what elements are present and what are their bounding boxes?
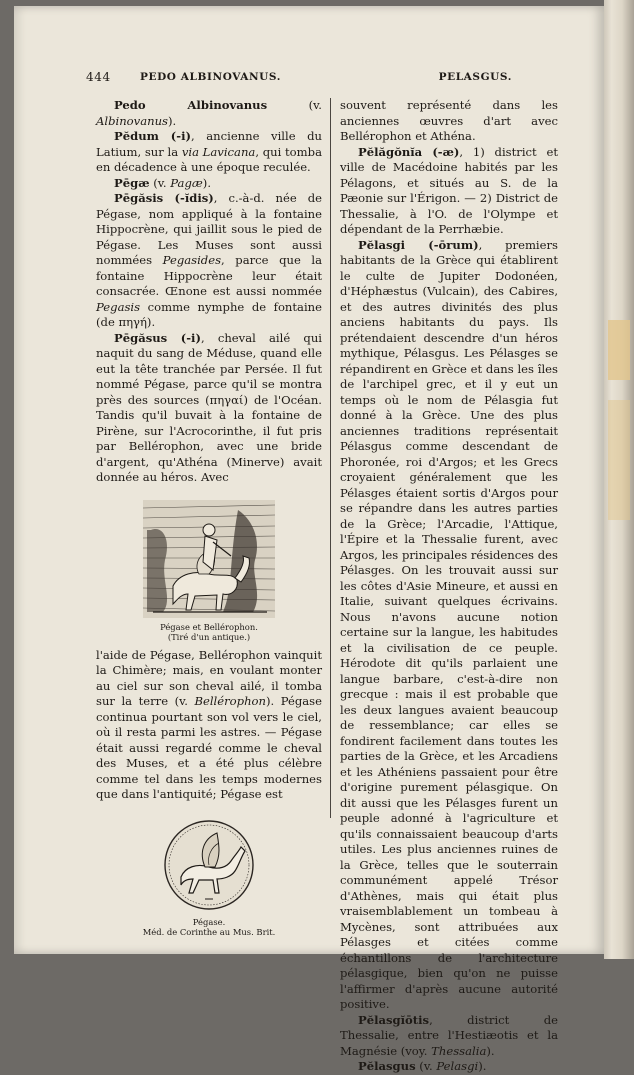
header-left-title: PEDO ALBINOVANUS. xyxy=(140,71,281,83)
headword: Pĕlasgĭōtis xyxy=(358,1012,430,1027)
entry-pelasgi: Pĕlasgi (-ōrum), premiers habitants de la Grèce qui établirent le culte de Jupiter Dodonéen, d'Héphæstus (Vulcain), des Cabires, et des autres divinités des plus anciens habitants du pays. Ils prétendaient descendre d'un héros mythique, Pélasgus. Les Pélasges se répandirent en Grèce et dans les îles de l'archipel grec, et il y eut un temps où le nom de Pélasgia fut donné à la Grèce. Une des plus anciennes traditions représentait Pélasgus comme descendant de Phoronée, roi d'Argos; et les Grecs croyaient généralement que les Pélasges étaient sortis d'Argos pour se répandre dans les autres parties de la Grèce; l'Arcadie, l'Attique, l'Épire et la Thessalie furent, avec Argos, les principales résidences des Pélasges. On les trouvait aussi sur les côtes d'Asie Mineure, et aussi en Italie, suivant quelques écrivains. Nous n'avons aucune notion certaine sur la langue, les habitudes et la civilisation de ce peuple. Hérodote dit qu'ils parlaient une langue barbare, c'est-à-dire non grecque : mais il est probable que les deux langues avaient beaucoup de ressemblance; car elles se fondirent facilement dans toutes les parties de la Grèce, et les Arcadiens et les Athéniens passaient pour être d'origine purement pélasgique. On dit aussi que les Pélasges furent un peuple adonné à l'agriculture et qu'ils connaissaient beaucoup d'arts utiles. Les plus anciennes ruines de la Grèce, telles que le souterrain communément appelé Trésor d'Athènes, mais qui était plus vraisemblablement un tombeau à Mycènes, sont attribuées aux Pélasges et citées comme échantillons de l'architecture pélasgique, bien qu'on ne puisse l'affirmer d'après aucune autorité positive. xyxy=(340,237,558,1011)
entry-pegae: Pēgæ (v. Pagæ). xyxy=(114,175,212,190)
page-number: 444 xyxy=(86,70,111,84)
header-right-title: PELASGUS. xyxy=(438,71,512,83)
headword: Pĕlăgŏnĭa (-æ) xyxy=(358,144,460,159)
continuation-text: souvent représenté dans les anciennes œuvres d'art avec Bellérophon et Athéna. xyxy=(340,98,558,143)
entry-pegasus: Pēgăsus (-i), cheval ailé qui naquit du sang de Méduse, quand elle eut la tête tranchée par Persée. Il fut nommé Pégase, parce qu'il se montra près des sources (πηγαί) de l'Océan. Tandis qu'il buvait à la fontaine de Pirène, sur l'Acrocorinthe, il fut pris par Bellérophon, avec une bride d'argent, qu'Athéna (Minerve) avait donnée au héros. Avec xyxy=(96,330,322,484)
headword: Pĕlasgi (-ōrum) xyxy=(358,237,479,252)
adjacent-page-edge xyxy=(604,0,634,959)
entry-pelasgiotis: Pĕlasgĭōtis, district de Thessalie, entre l'Hestiæotis et la Magnésie (voy. Thessalia). xyxy=(340,1012,558,1058)
headword: Pĕlasgus xyxy=(358,1059,416,1073)
engraving-pegasus-bellerophon-image xyxy=(143,500,275,618)
entry-pelasgus: Pĕlasgus (v. Pelasgi). xyxy=(358,1059,487,1073)
headword: Pēgăsis (-ĭdis) xyxy=(114,191,214,205)
figure-caption: Pégase. xyxy=(192,916,226,927)
entry-pegasis: Pēgăsis (-ĭdis), c.-à-d. née de Pégase, nom appliqué à la fontaine Hippocrène, qui jaillit sous le pied de Pégase. Les Muses sont aussi nommées Pegasides, parce que la fontaine Hippocrène leur était consacrée. Œnone est aussi nommée Pegasis comme nymphe de fontaine (de πηγή). xyxy=(96,191,323,329)
figure-caption-source: (Tiré d'un antique.) xyxy=(167,631,251,642)
figure-caption-source: Méd. de Corinthe au Mus. Brit. xyxy=(142,926,276,937)
left-column xyxy=(96,98,322,943)
figure-caption: Pégase et Bellérophon. xyxy=(160,621,258,632)
coin-pegasus-image xyxy=(161,817,257,913)
figure-pegasus-bellerophon xyxy=(96,500,322,642)
figure-pegasus-coin xyxy=(96,817,322,937)
headword: Pĕdum (-i) xyxy=(114,129,191,143)
entry-pedum: Pĕdum (-i), ancienne ville du Latium, sur la via Lavicana, qui tomba en décadence à une époque reculée. xyxy=(96,129,323,174)
entry-pelagonia: Pĕlăgŏnĭa (-æ), 1) district et ville de Macédoine habités par les Pélagons, et situés au S. de la Pæonie sur l'Érigon. — 2) District de Thessalie, à l'O. de l'Olympe et dépendant de la Perrhæbie. xyxy=(340,144,558,236)
headword: Pēgăsus (-i) xyxy=(114,330,201,345)
running-header xyxy=(86,70,512,86)
right-column xyxy=(340,98,558,1075)
column-divider xyxy=(330,98,331,818)
headword: Pedo Albinovanus xyxy=(114,98,268,112)
entry-pedo-albinovanus: Pedo Albinovanus (v. Albinovanus). xyxy=(96,98,322,128)
headword: Pēgæ xyxy=(114,175,150,190)
pegasus-continuation: l'aide de Pégase, Bellérophon vainquit la Chimère; mais, en voulant monter au ciel sur son cheval ailé, il tomba sur la terre (v. Bellérophon). Pégase continua pourtant son vol vers le ciel, où il resta parmi les astres. — Pégase était aussi regardé comme le cheval des Muses, et a été plus célèbre comme tel dans les temps modernes que dans l'antiquité; Pégase est xyxy=(96,647,322,801)
